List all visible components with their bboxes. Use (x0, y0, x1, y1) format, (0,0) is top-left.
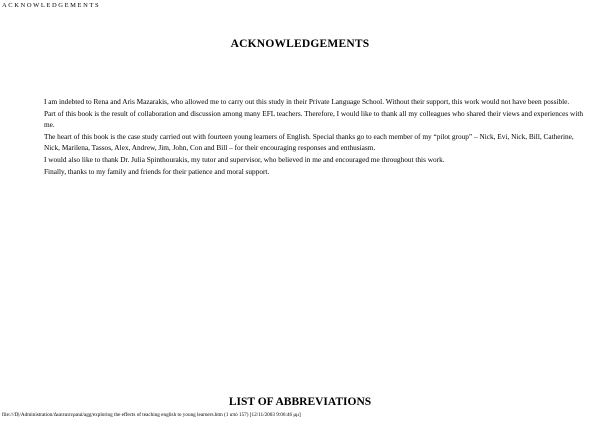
paragraph-family: Finally, thanks to my family and friends for their patience and moral support. (44, 166, 270, 176)
paragraph-supervisor: I would also like to thank Dr. Julia Spinthourakis, my tutor and supervisor, who believed in me and encouraged me throughout this work. (44, 154, 445, 164)
page-footer-url: file:///D|/Administration/Διαιταιτεραιά/agg/exploring the effects of teaching english to young learners.htm (1 από 157) [12/11/2003 9:06:46 μμ] (2, 412, 301, 418)
page-title: ACKNOWLEDGEMENTS (230, 38, 370, 50)
acknowledgements-body (44, 96, 589, 177)
paragraph-pilot-group: The heart of this book is the case study carried out with fourteen young learners of English. Special thanks go to each member of my “pilot group” – Nick, Evi, Nick, Bill, Catherine, Nick, Marilena, Tassos, Alex, Andrew, Jim, John, Con and Bill – for their encouraging responses and enthusiasm. (44, 131, 574, 153)
section-title-abbreviations: LIST OF ABBREVIATIONS (228, 396, 372, 408)
paragraph-colleagues: Part of this book is the result of collaboration and discussion among many EFL teachers. Therefore, I would like to thank all my colleagues who shared their views and experiences with me. (44, 108, 584, 130)
paragraph-mazarakis: I am indebted to Rena and Aris Mazarakis, who allowed me to carry out this study in their Private Language School. Without their support, this work would not have been possible. (44, 97, 570, 106)
running-head: ACKNOWLEDGEMENTS (2, 2, 101, 9)
